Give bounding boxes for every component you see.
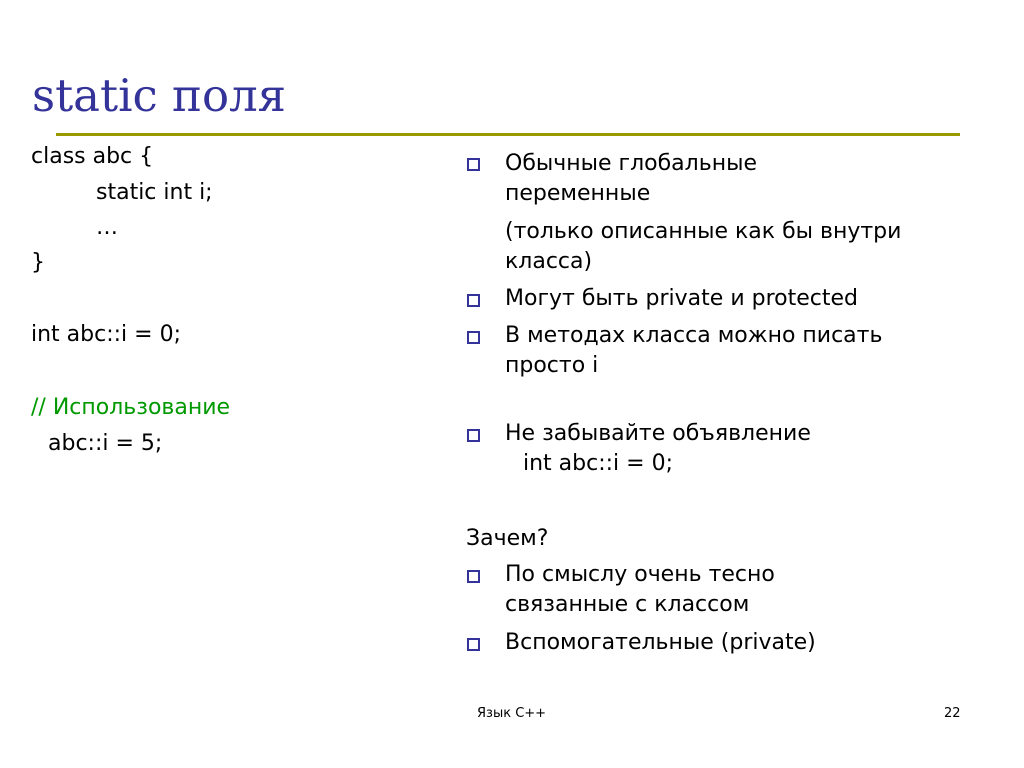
point-4-line-1: Не забывайте объявление (505, 421, 811, 446)
point-5-line-2: связанные с классом (505, 592, 750, 617)
point-3-line-2: просто i (505, 353, 599, 378)
point-5-line-1: По смыслу очень тесно (505, 562, 775, 587)
footer-course-name: Язык C++ (477, 706, 547, 721)
code-line-static-field: static int i; (96, 180, 213, 205)
title-divider (56, 133, 960, 136)
slide-title: static поля (32, 69, 287, 122)
point-1-note-line-2: класса) (505, 249, 593, 274)
bullet-icon (467, 294, 480, 307)
point-1-note-line-1: (только описанные как бы внутри (505, 219, 902, 244)
point-4-line-2: int abc::i = 0; (523, 451, 673, 476)
code-line-definition: int abc::i = 0; (31, 322, 181, 347)
bullet-icon (467, 638, 480, 651)
point-3-line-1: В методах класса можно писать (505, 323, 883, 348)
code-line-ellipsis: … (96, 215, 118, 240)
bullet-icon (467, 570, 480, 583)
code-line-close-brace: } (31, 250, 45, 275)
point-2: Могут быть private и protected (505, 286, 858, 311)
point-6: Вспомогательные (private) (505, 630, 816, 655)
point-1-line-1: Обычные глобальные (505, 151, 757, 176)
bullet-icon (467, 331, 480, 344)
code-line-class-decl: class abc { (31, 144, 154, 169)
code-line-usage: abc::i = 5; (48, 431, 163, 456)
bullet-icon (467, 429, 480, 442)
why-heading: Зачем? (466, 526, 549, 551)
bullet-icon (467, 158, 480, 171)
page-number: 22 (944, 706, 961, 721)
code-line-comment: // Использование (31, 395, 231, 420)
point-1-line-2: переменные (505, 181, 651, 206)
